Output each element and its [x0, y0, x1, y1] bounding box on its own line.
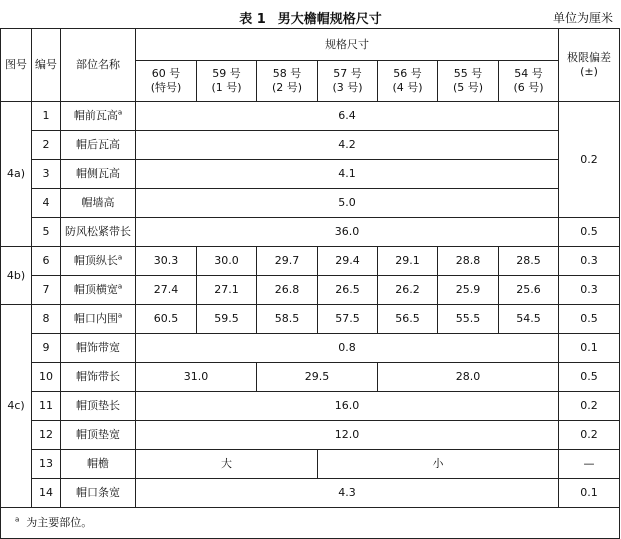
size-value: 60.5 [136, 305, 197, 334]
table-row [1, 450, 620, 479]
size-value: 30.0 [197, 247, 257, 276]
size-header: 60 号 (特号) [136, 61, 197, 102]
size-value: 55.5 [438, 305, 499, 334]
row-tolerance: 0.5 [559, 218, 620, 247]
row-tolerance: 0.5 [559, 305, 620, 334]
size-value: 27.1 [197, 276, 257, 305]
table-row [1, 305, 620, 334]
row-no: 9 [32, 334, 61, 363]
fig-group-4c: 4c) [1, 305, 32, 508]
header-part: 部位名称 [61, 29, 136, 102]
row-name: 帽前瓦高$^a$ [61, 102, 136, 131]
header-no: 编号 [32, 29, 61, 102]
size-value: 57.5 [318, 305, 378, 334]
row-name: 防风松紧带长 [61, 218, 136, 247]
size-value: 31.0 [136, 363, 257, 392]
row-no: 4 [32, 189, 61, 218]
row-value: 4.1 [136, 160, 559, 189]
key-part-mark: a [117, 253, 123, 262]
size-header: 59 号 (1 号) [197, 61, 257, 102]
row-name: 帽侧瓦高 [61, 160, 136, 189]
table-row [1, 189, 620, 218]
size-value: 26.8 [257, 276, 318, 305]
row-tolerance: 0.2 [559, 392, 620, 421]
size-value: 28.5 [499, 247, 559, 276]
row-value: 6.4 [136, 102, 559, 131]
header-spec: 规格尺寸 [136, 29, 559, 61]
footnote-row [1, 508, 620, 539]
size-value: 25.9 [438, 276, 499, 305]
size-value: 28.8 [438, 247, 499, 276]
row-value: 5.0 [136, 189, 559, 218]
table-row [1, 392, 620, 421]
size-value: 30.3 [136, 247, 197, 276]
size-value: 58.5 [257, 305, 318, 334]
key-part-mark: a [117, 108, 123, 117]
row-name: 帽饰带宽 [61, 334, 136, 363]
row-name: 帽檐 [61, 450, 136, 479]
spec-table [0, 28, 620, 539]
row-no: 6 [32, 247, 61, 276]
row-name: 帽顶垫长 [61, 392, 136, 421]
table-number: 表 1 [239, 12, 266, 27]
row-value: 4.2 [136, 131, 559, 160]
footnote [1, 508, 620, 539]
row-no: 3 [32, 160, 61, 189]
size-value: 29.7 [257, 247, 318, 276]
size-value: 29.1 [378, 247, 438, 276]
row-name: 帽口内围$^a$ [61, 305, 136, 334]
row-name: 帽墙高 [61, 189, 136, 218]
table-row [1, 276, 620, 305]
header-tolerance: 极限偏差 (±) [559, 29, 620, 102]
table-row [1, 218, 620, 247]
size-value: 29.5 [257, 363, 378, 392]
row-name: 帽顶垫宽 [61, 421, 136, 450]
row-value: 36.0 [136, 218, 559, 247]
row-tolerance: 0.2 [559, 102, 620, 218]
row-name: 帽后瓦高 [61, 131, 136, 160]
row-name: 帽顶纵长$^a$ [61, 247, 136, 276]
size-header: 58 号 (2 号) [257, 61, 318, 102]
unit-label: 单位为厘米 [552, 11, 613, 25]
table-caption: 男大檐帽规格尺寸 [277, 12, 382, 27]
key-part-mark: a [117, 311, 123, 320]
table-row [1, 363, 620, 392]
row-name: 帽顶横宽$^a$ [61, 276, 136, 305]
row-no: 5 [32, 218, 61, 247]
table-row [1, 131, 620, 160]
row-no: 2 [32, 131, 61, 160]
key-part-mark: a [117, 282, 123, 291]
row-no: 14 [32, 479, 61, 508]
size-value: 27.4 [136, 276, 197, 305]
size-value: 大 [136, 450, 318, 479]
size-value: 28.0 [378, 363, 559, 392]
row-tolerance: — [559, 450, 620, 479]
row-value: 16.0 [136, 392, 559, 421]
size-header: 56 号 (4 号) [378, 61, 438, 102]
table-row [1, 160, 620, 189]
size-value: 54.5 [499, 305, 559, 334]
row-tolerance: 0.3 [559, 276, 620, 305]
row-tolerance: 0.2 [559, 421, 620, 450]
size-header: 57 号 (3 号) [318, 61, 378, 102]
table-row [1, 421, 620, 450]
table-row [1, 247, 620, 276]
table-row [1, 102, 620, 131]
row-no: 13 [32, 450, 61, 479]
row-tolerance: 0.5 [559, 363, 620, 392]
size-header: 54 号 (6 号) [499, 61, 559, 102]
row-no: 7 [32, 276, 61, 305]
size-header: 55 号 (5 号) [438, 61, 499, 102]
size-value: 56.5 [378, 305, 438, 334]
row-value: 0.8 [136, 334, 559, 363]
table-row [1, 479, 620, 508]
size-value: 59.5 [197, 305, 257, 334]
row-value: 12.0 [136, 421, 559, 450]
size-value: 小 [318, 450, 559, 479]
header-fig: 图号 [1, 29, 32, 102]
row-no: 1 [32, 102, 61, 131]
footnote-mark: a [15, 515, 20, 524]
fig-group-4a: 4a) [1, 102, 32, 247]
row-tolerance: 0.1 [559, 479, 620, 508]
row-no: 8 [32, 305, 61, 334]
row-no: 11 [32, 392, 61, 421]
size-value: 29.4 [318, 247, 378, 276]
table-row [1, 334, 620, 363]
row-value: 4.3 [136, 479, 559, 508]
row-name: 帽饰带长 [61, 363, 136, 392]
row-no: 12 [32, 421, 61, 450]
fig-group-4b: 4b) [1, 247, 32, 305]
row-tolerance: 0.1 [559, 334, 620, 363]
table-title [0, 8, 621, 27]
header-row [1, 29, 620, 61]
row-no: 10 [32, 363, 61, 392]
footnote-text: 为主要部位。 [26, 516, 93, 529]
size-value: 25.6 [499, 276, 559, 305]
size-value: 26.5 [318, 276, 378, 305]
row-tolerance: 0.3 [559, 247, 620, 276]
size-value: 26.2 [378, 276, 438, 305]
row-name: 帽口条宽 [61, 479, 136, 508]
